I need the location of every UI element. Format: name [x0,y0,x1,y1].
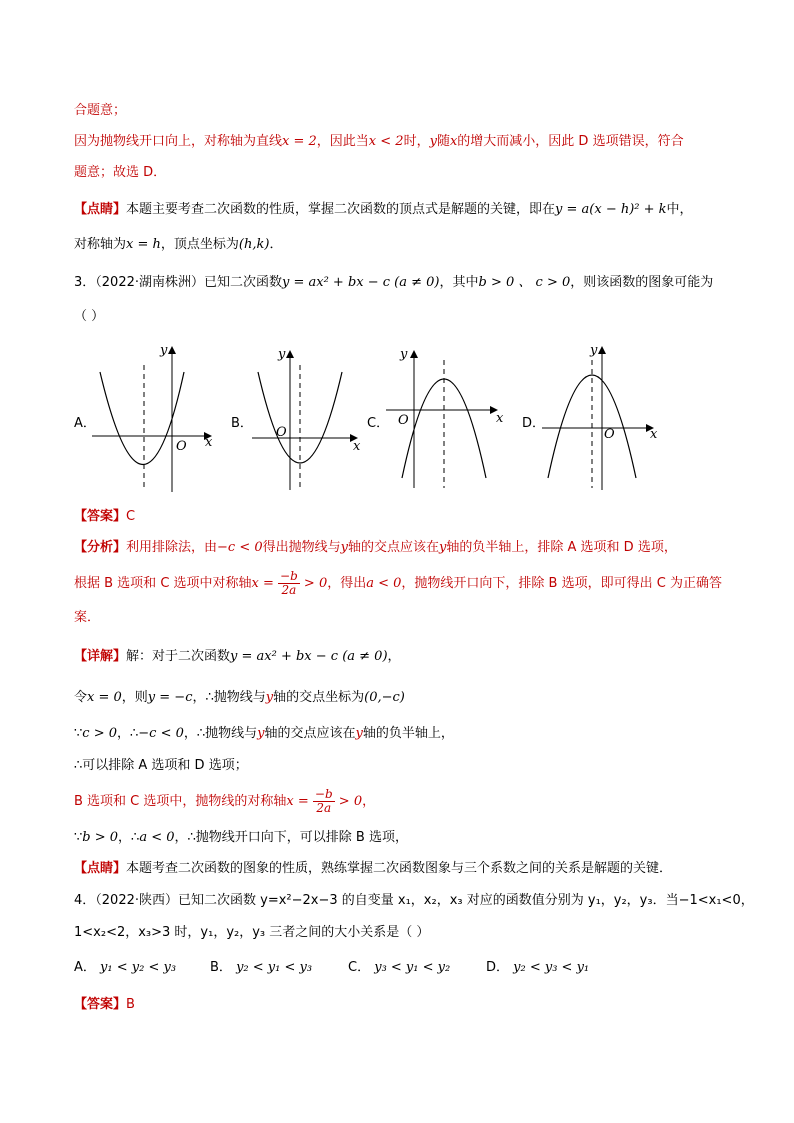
analysis-line: 【分析】利用排除法，由−c < 0得出抛物线与y轴的交点应该在y轴的负半轴上，排除 A 选项和 D 选项， [74,540,677,555]
comment-line: 对称轴为x = h，顶点坐标为(h,k)． [74,237,283,252]
y-axis-arrow [598,346,606,354]
text-line: 因为抛物线开口向上，对称轴为直线x = 2，因此当x < 2时，y随x的增大而减小，因此 D 选项错误，符合 [74,134,684,149]
option-b-label: B． [231,416,253,431]
fraction: $\frac{-b}{2a}$ [314,787,333,815]
option-d-graph [540,340,665,500]
option-d-label: D． [522,416,546,431]
q4-option-b: B． y₂ < y₁ < y₃ [210,960,313,975]
detail-line: ∵b > 0，∴a < 0，∴抛物线开口向下，可以排除 B 选项， [74,830,408,845]
analysis-line: 根据 B 选项和 C 选项中对称轴x = $\frac{-b}{2a}$ > 0，得出a < 0，抛物线开口向下，排除 B 选项，即可得出 C 为正确答 [74,569,722,597]
y-label: y [400,347,408,362]
answer-4: 【答案】B [74,997,135,1012]
origin-label: O [398,413,409,428]
detail-line: B 选项和 C 选项中，抛物线的对称轴x = $\frac{-b}{2a}$ > 0， [74,787,376,815]
q4-option-c: C． y₃ < y₁ < y₂ [348,960,451,975]
question-3: 3．（2022·湖南株洲）已知二次函数y = ax² + bx − c (a ≠ 0)，其中b > 0 、 c > 0，则该函数的图象可能为 [74,275,714,290]
question-4: 4．（2022·陕西）已知二次函数 y=x²−2x−3 的自变量 x₁，x₂，x₃ 对应的函数值分别为 y₁，y₂，y₃．当−1<x₁<0， [74,893,754,908]
text-line: 合题意； [74,103,127,118]
x-label: x [205,435,213,450]
text-line: 题意；故选 D． [74,165,167,180]
detail-line: 令x = 0，则y = −c，∴抛物线与y轴的交点坐标为(0,−c) [74,690,405,705]
origin-label: O [604,427,615,442]
y-axis-arrow [410,350,418,358]
analysis-line: 案． [74,610,101,625]
option-c-label: C． [367,416,390,431]
q4-option-a: A． y₁ < y₂ < y₃ [74,960,177,975]
detail-line: ∴可以排除 A 选项和 D 选项； [74,758,248,773]
x-label: x [353,439,361,454]
option-a-graph [92,340,222,500]
origin-label: O [176,439,187,454]
answer-3: 【答案】C [74,509,136,524]
y-label: y [590,343,598,358]
comment-line: 【点睛】本题考查二次函数的图象的性质，熟练掌握二次函数图象与三个系数之间的关系是解题的关键． [74,861,673,876]
x-label: x [496,411,504,426]
option-c-graph [384,340,509,500]
question-4: 1<x₂<2，x₃>3 时，y₁，y₂，y₃ 三者之间的大小关系是（ ） [74,925,430,940]
y-label: y [278,347,286,362]
q4-option-d: D． y₂ < y₃ < y₁ [486,960,590,975]
option-a-label: A． [74,416,96,431]
fraction: $\frac{-b}{2a}$ [280,569,298,597]
y-axis-arrow [168,346,176,354]
comment-line: 【点睛】本题主要考查二次函数的性质，掌握二次函数的顶点式是解题的关键，即在y = a(x − h)² + k中， [74,202,693,217]
question-3-blank: （ ） [74,309,105,324]
detail-line: ∵c > 0，∴−c < 0，∴抛物线与y轴的交点应该在y轴的负半轴上， [74,726,454,741]
x-label: x [650,427,658,442]
detail-line: 【详解】解：对于二次函数y = ax² + bx − c (a ≠ 0)， [74,649,401,664]
origin-label: O [276,425,287,440]
option-b-graph [250,340,370,500]
y-label: y [160,343,168,358]
y-axis-arrow [286,350,294,358]
parabola [100,372,184,465]
